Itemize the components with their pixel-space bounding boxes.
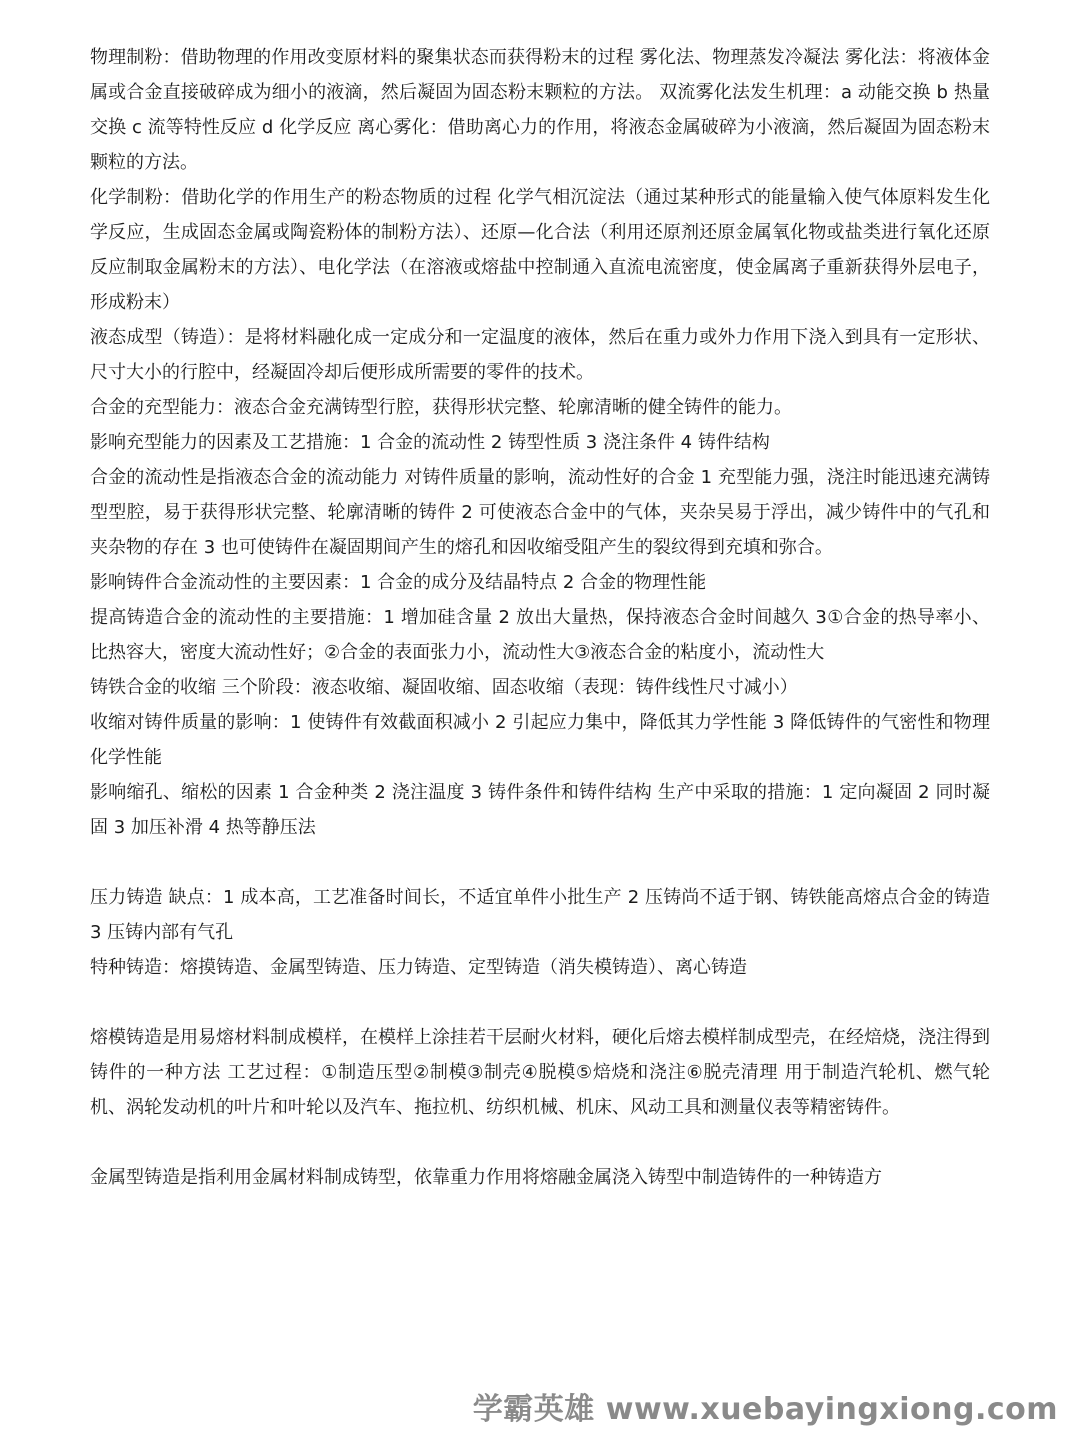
paragraph-shrinkage-cavity: 影响缩孔、缩松的因素 1 合金种类 2 浇注温度 3 铸件条件和铸件结构 生产中采取的措施：1 定向凝固 2 同时凝固 3 加压补滑 4 热等静压法	[90, 782, 990, 838]
paragraph-liquid-forming: 液态成型（铸造）：是将材料融化成一定成分和一定温度的液体，然后在重力或外力作用下浇入到具有一定形状、尺寸大小的行腔中，经凝固冷却后便形成所需要的零件的技术。	[90, 327, 990, 383]
watermark: 学霸英雄 www.xuebayingxiong.com	[472, 1392, 1058, 1427]
paragraph-filling-ability: 合金的充型能力：液态合金充满铸型行腔，获得形状完整、轮廓清晰的健全铸件的能力。	[90, 397, 792, 418]
blank-line	[90, 845, 990, 880]
paragraph-investment-casting: 熔模铸造是用易熔材料制成模样，在模样上涂挂若干层耐火材料，硬化后熔去模样制成型壳，在经焙烧，浇注得到铸件的一种方法 工艺过程：①制造压型②制模③制壳④脱模⑤焙烧和浇注⑥脱壳清理 用于制造汽轮机、燃气轮机、涡轮发动机的叶片和叶轮以及汽车、拖拉机、纺织机械、机床、风动工具和测量仪表等精密铸件。	[90, 1027, 990, 1118]
paragraph-shrinkage-effects: 收缩对铸件质量的影响：1 使铸件有效截面积减小 2 引起应力集中，降低其力学性能 3 降低铸件的气密性和物理化学性能	[90, 712, 990, 768]
paragraph-chemical-powder: 化学制粉：借助化学的作用生产的粉态物质的过程 化学气相沉淀法（通过某种形式的能量输入使气体原料发生化学反应，生成固态金属或陶瓷粉体的制粉方法）、还原—化合法（利用还原剂还原金属氧化物或盐类进行氧化还原反应制取金属粉末的方法）、电化学法（在溶液或熔盐中控制通入直流电流密度，使金属离子重新获得外层电子，形成粉末）	[90, 187, 990, 313]
paragraph-alloy-fluidity: 合金的流动性是指液态合金的流动能力 对铸件质量的影响，流动性好的合金 1 充型能力强，浇注时能迅速充满铸型型腔，易于获得形状完整、轮廓清晰的铸件 2 可使液态合金中的气体，夹杂吴易于浮出，减少铸件中的气孔和夹杂物的存在 3 也可使铸件在凝固期间产生的熔孔和因收缩受阻产生的裂纹得到充填和弥合。	[90, 467, 990, 558]
document-body	[90, 40, 990, 1195]
blank-line	[90, 1125, 990, 1160]
paragraph-special-casting: 特种铸造：熔摸铸造、金属型铸造、压力铸造、定型铸造（消失模铸造）、离心铸造	[90, 957, 747, 978]
paragraph-die-casting: 压力铸造 缺点：1 成本高，工艺准备时间长，不适宜单件小批生产 2 压铸尚不适于钢、铸铁能高熔点合金的铸造 3 压铸内部有气孔	[90, 887, 990, 943]
paragraph-filling-factors: 影响充型能力的因素及工艺措施：1 合金的流动性 2 铸型性质 3 浇注条件 4 铸件结构	[90, 432, 770, 453]
paragraph-metal-mold-casting: 金属型铸造是指利用金属材料制成铸型，依靠重力作用将熔融金属浇入铸型中制造铸件的一种铸造方	[90, 1167, 882, 1188]
blank-line	[90, 985, 990, 1020]
paragraph-fluidity-measures: 提高铸造合金的流动性的主要措施：1 增加硅含量 2 放出大量热，保持液态合金时间越久 3①合金的热导率小、比热容大，密度大流动性好；②合金的表面张力小，流动性大③液态合金的粘度小，流动性大	[90, 607, 990, 663]
paragraph-fluidity-factors: 影响铸件合金流动性的主要因素：1 合金的成分及结晶特点 2 合金的物理性能	[90, 572, 707, 593]
paragraph-iron-shrinkage: 铸铁合金的收缩 三个阶段：液态收缩、凝固收缩、固态收缩（表现：铸件线性尺寸减小）	[90, 677, 798, 698]
paragraph-physical-powder: 物理制粉：借助物理的作用改变原材料的聚集状态而获得粉末的过程 雾化法、物理蒸发冷凝法 雾化法：将液体金属或合金直接破碎成为细小的液滴，然后凝固为固态粉末颗粒的方法。 双流雾化法发生机理：a 动能交换 b 热量交换 c 流等特性反应 d 化学反应 离心雾化：借助离心力的作用，将液态金属破碎为小液滴，然后凝固为固态粉末颗粒的方法。	[90, 47, 990, 173]
